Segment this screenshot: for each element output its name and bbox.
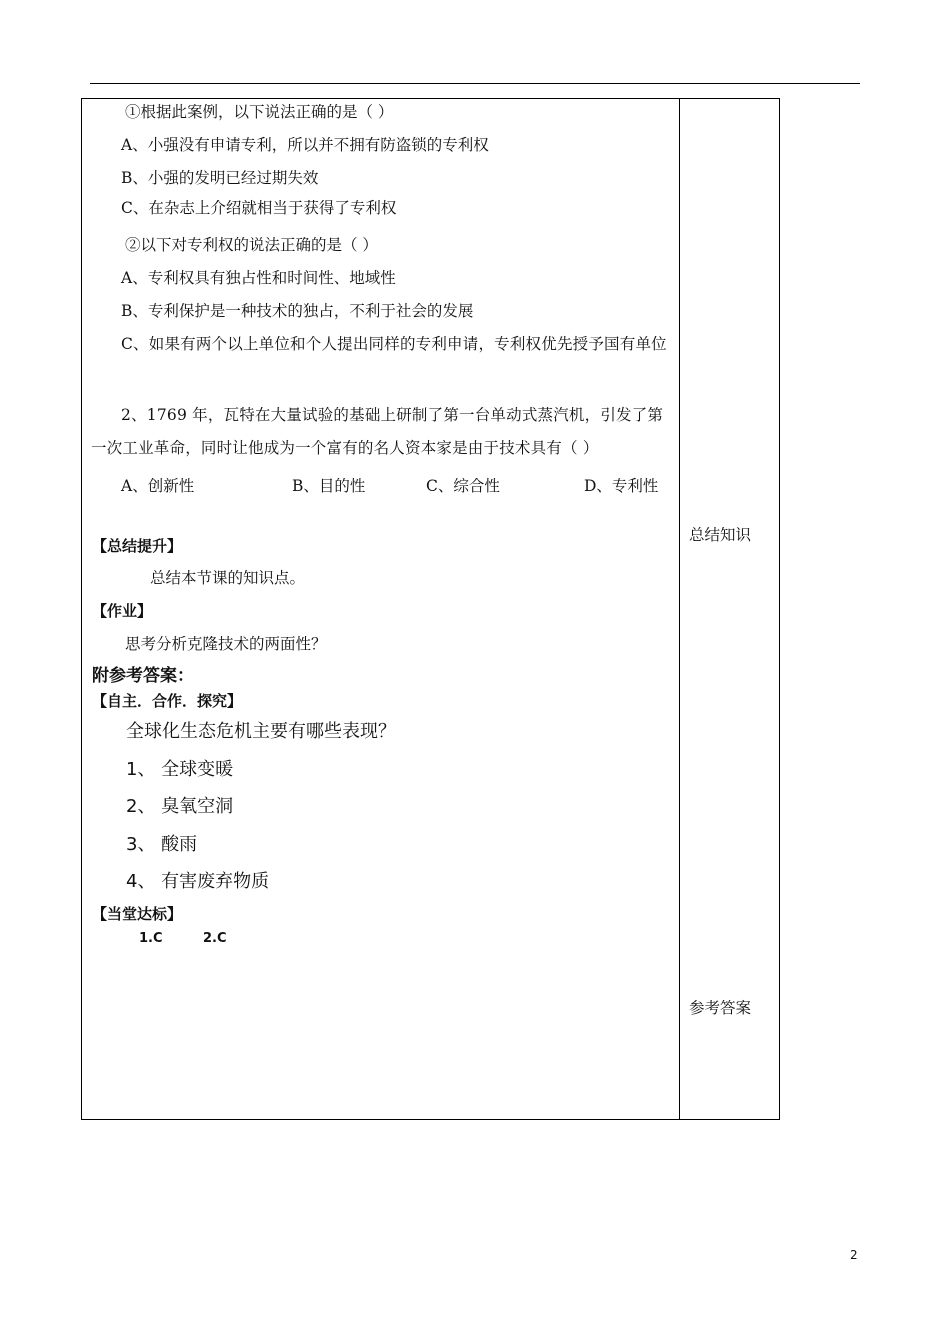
header-rule xyxy=(90,83,860,84)
question-1-option-c: C、在杂志上介绍就相当于获得了专利权 xyxy=(121,199,397,217)
question-3-option-c: C、综合性 xyxy=(426,477,500,495)
summary-text: 总结本节课的知识点。 xyxy=(150,569,306,587)
page-number: 2 xyxy=(850,1248,858,1262)
answer-item-3: 3、 酸雨 xyxy=(126,834,198,855)
answers-section-1-heading: 【自主．合作．探究】 xyxy=(92,692,243,710)
answers-title: 附参考答案： xyxy=(92,666,194,686)
answer-result-2: 2.C xyxy=(203,931,227,946)
answer-result-1: 1.C xyxy=(139,931,163,946)
question-1-option-b: B、小强的发明已经过期失效 xyxy=(121,169,319,187)
homework-text: 思考分析克隆技术的两面性？ xyxy=(125,635,327,653)
question-1-option-a: A、小强没有申请专利，所以并不拥有防盗锁的专利权 xyxy=(121,136,489,154)
side-note-summary: 总结知识 xyxy=(689,526,752,544)
notes-column-divider xyxy=(679,98,680,1120)
question-2-option-b: B、专利保护是一种技术的独占，不利于社会的发展 xyxy=(121,302,474,320)
answer-item-4: 4、 有害废弃物质 xyxy=(126,871,270,892)
answer-item-2: 2、 臭氧空洞 xyxy=(126,796,234,817)
question-3-option-a: A、创新性 xyxy=(121,477,195,495)
summary-heading: 【总结提升】 xyxy=(92,537,183,555)
question-3-option-d: D、专利性 xyxy=(584,477,659,495)
question-3-stem: 2、1769 年，瓦特在大量试验的基础上研制了第一台单动式蒸汽机，引发了第一次工业革命，同时让他成为一个富有的名人资本家是由于技术具有（ ） xyxy=(91,406,664,457)
question-1-stem: ①根据此案例，以下说法正确的是（ ） xyxy=(125,103,394,121)
question-3-option-b: B、目的性 xyxy=(292,477,366,495)
side-note-answers: 参考答案 xyxy=(689,999,752,1017)
answers-section-2-heading: 【当堂达标】 xyxy=(92,905,183,923)
question-2-stem: ②以下对专利权的说法正确的是（ ） xyxy=(125,236,378,254)
answers-question: 全球化生态危机主要有哪些表现？ xyxy=(126,721,396,742)
question-2-option-a: A、专利权具有独占性和时间性、地域性 xyxy=(121,269,396,287)
homework-heading: 【作业】 xyxy=(92,602,153,620)
answer-item-1: 1、 全球变暖 xyxy=(126,759,234,780)
question-2-option-c: C、如果有两个以上单位和个人提出同样的专利申请，专利权优先授予国有单位 xyxy=(121,335,667,353)
